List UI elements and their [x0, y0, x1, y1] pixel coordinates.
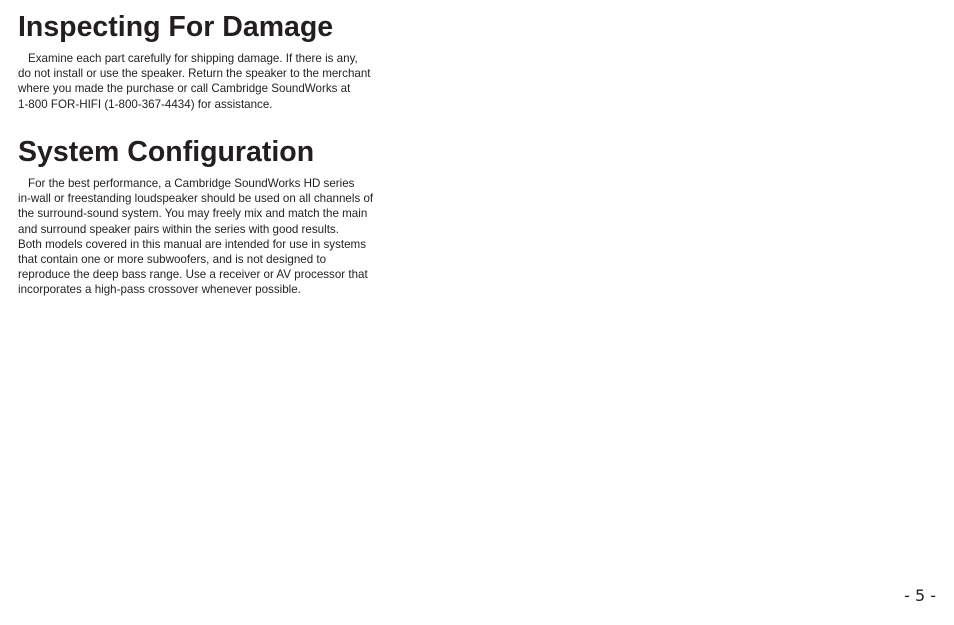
paragraph-line: Examine each part carefully for shipping damage. If there is any, [28, 52, 358, 65]
paragraph-line: and surround speaker pairs within the series with good results. [18, 222, 339, 236]
paragraph-line: the surround-sound system. You may freely mix and match the main [18, 207, 368, 221]
section-paragraph [18, 176, 418, 298]
paragraph-line: For the best performance, a Cambridge SoundWorks HD series [28, 177, 355, 190]
section-system-configuration [18, 135, 418, 298]
page-number: - 5 - [904, 586, 936, 605]
section-paragraph [18, 51, 418, 112]
paragraph-line: do not install or use the speaker. Return the speaker to the merchant [18, 67, 371, 81]
paragraph-line: that contain one or more subwoofers, and is not designed to [18, 253, 327, 267]
section-heading: Inspecting For Damage [18, 11, 334, 43]
paragraph-line: where you made the purchase or call Cambridge SoundWorks at [18, 82, 351, 96]
section-inspecting-for-damage [18, 10, 418, 112]
paragraph-line: incorporates a high-pass crossover whenever possible. [18, 283, 301, 297]
paragraph-line: 1-800 FOR-HIFI (1-800-367-4434) for assistance. [18, 97, 273, 111]
section-heading: System Configuration [18, 136, 315, 168]
paragraph-line: Both models covered in this manual are intended for use in systems [18, 237, 366, 251]
paragraph-line: in-wall or freestanding loudspeaker should be used on all channels of [18, 192, 374, 206]
paragraph-line: reproduce the deep bass range. Use a receiver or AV processor that [18, 268, 368, 282]
